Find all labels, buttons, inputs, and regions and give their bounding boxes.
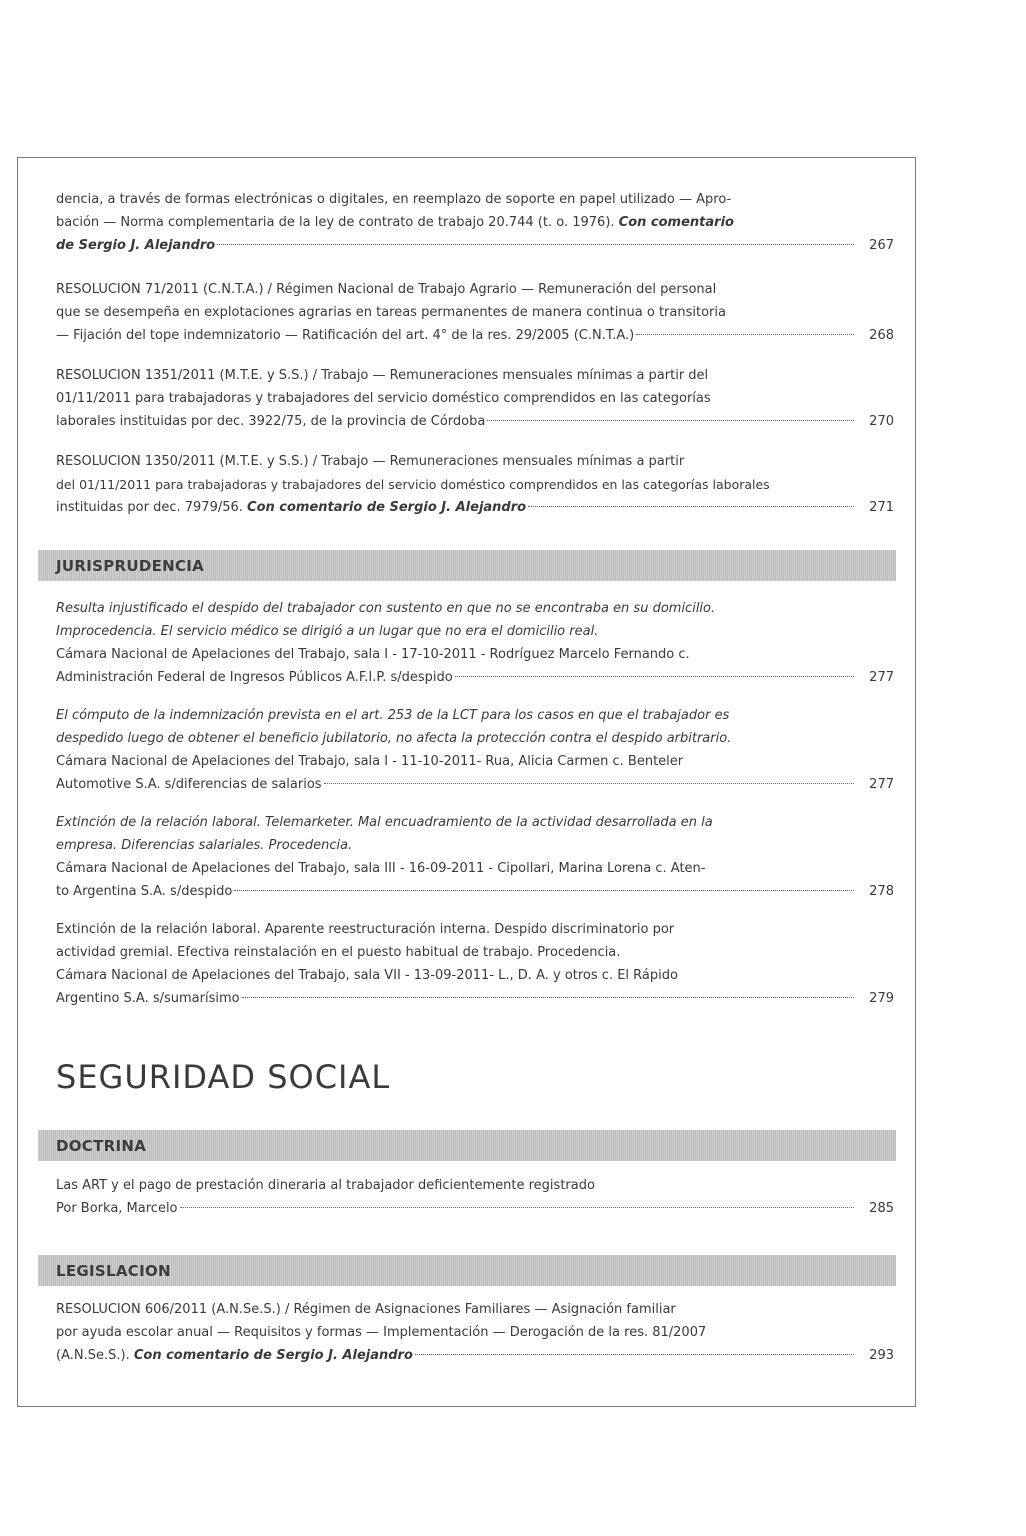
entry-line: del 01/11/2011 para trabajadoras y trabajadores del servicio doméstico comprendidos en las categorías laborales <box>56 477 770 492</box>
page-number: 277 <box>869 777 894 792</box>
entry-line: Extinción de la relación laboral. Aparente reestructuración interna. Despido discriminatorio por <box>56 922 675 937</box>
entry-summary: Improcedencia. El servicio médico se dirigió a un lugar que no era el domicilio real. <box>56 624 599 639</box>
page-number: 277 <box>869 670 894 685</box>
entry-line: to Argentina S.A. s/despido <box>56 884 233 899</box>
leader-dots <box>415 1354 854 1355</box>
entry-line: Cámara Nacional de Apelaciones del Trabajo, sala I - 17-10-2011 - Rodríguez Marcelo Fernando c. <box>56 647 690 662</box>
entry-summary: empresa. Diferencias salariales. Procedencia. <box>56 838 353 853</box>
leader-dots <box>487 420 854 421</box>
entry-summary: Resulta injustificado el despido del trabajador con sustento en que no se encontraba en su domicilio. <box>56 601 716 616</box>
leader-dots <box>636 334 854 335</box>
leader-dots <box>528 506 854 507</box>
entry-summary: despedido luego de obtener el beneficio jubilatorio, no afecta la protección contra el despido arbitrario. <box>56 731 732 746</box>
page-number: 293 <box>869 1348 894 1363</box>
comment-author: Con comentario de Sergio J. Alejandro <box>133 1348 413 1363</box>
section-title: JURISPRUDENCIA <box>56 556 205 575</box>
toc-entry[interactable] <box>56 1174 894 1220</box>
entry-line: RESOLUCION 1351/2011 (M.T.E. y S.S.) / Trabajo — Remuneraciones mensuales mínimas a partir del <box>56 368 709 383</box>
entry-line: Cámara Nacional de Apelaciones del Trabajo, sala I - 11-10-2011- Rua, Alicia Carmen c. Benteler <box>56 754 684 769</box>
leader-dots <box>217 244 854 245</box>
toc-entry[interactable] <box>56 188 894 257</box>
toc-entry[interactable] <box>56 597 894 689</box>
entry-line: que se desempeña en explotaciones agrarias en tareas permanentes de manera continua o transitoria <box>56 305 726 320</box>
entry-line: Las ART y el pago de prestación dineraria al trabajador deficientemente registrado <box>56 1178 595 1193</box>
section-header-doctrina <box>38 1130 896 1161</box>
entry-line: Cámara Nacional de Apelaciones del Trabajo, sala VII - 13-09-2011- L., D. A. y otros c. El Rápido <box>56 968 678 983</box>
leader-dots <box>180 1207 854 1208</box>
page-number: 270 <box>869 414 894 429</box>
toc-entry[interactable] <box>56 1298 894 1367</box>
entry-summary: Extinción de la relación laboral. Telemarketer. Mal encuadramiento de la actividad desarrollada en la <box>56 815 713 830</box>
toc-entry[interactable] <box>56 811 894 903</box>
entry-line: por ayuda escolar anual — Requisitos y formas — Implementación — Derogación de la res. 81/2007 <box>56 1325 707 1340</box>
comment-author: Con comentario <box>618 215 734 230</box>
entry-line: Cámara Nacional de Apelaciones del Trabajo, sala III - 16-09-2011 - Cipollari, Marina Lorena c. Aten- <box>56 861 706 876</box>
entry-line: Automotive S.A. s/diferencias de salarios <box>56 777 322 792</box>
leader-dots <box>242 997 854 998</box>
entry-line: (A.N.Se.S.). <box>56 1348 130 1363</box>
page-number: 278 <box>869 884 894 899</box>
section-header-legislacion <box>38 1255 896 1286</box>
entry-line: Administración Federal de Ingresos Públicos A.F.I.P. s/despido <box>56 670 453 685</box>
section-header-jurisprudencia <box>38 550 896 581</box>
comment-author: de Sergio J. Alejandro <box>56 238 216 253</box>
toc-entry[interactable] <box>56 278 894 347</box>
entry-line: Por Borka, Marcelo <box>56 1201 178 1216</box>
page-number: 271 <box>869 500 894 515</box>
section-title: DOCTRINA <box>56 1136 147 1155</box>
entry-line: bación — Norma complementaria de la ley de contrato de trabajo 20.744 (t. o. 1976). <box>56 215 615 230</box>
section-title: LEGISLACION <box>56 1261 171 1280</box>
page-number: 267 <box>869 238 894 253</box>
entry-line: 01/11/2011 para trabajadoras y trabajadores del servicio doméstico comprendidos en las categorías <box>56 391 711 406</box>
entry-line: Argentino S.A. s/sumarísimo <box>56 991 240 1006</box>
entry-line: actividad gremial. Efectiva reinstalación en el puesto habitual de trabajo. Procedencia. <box>56 945 621 960</box>
entry-line: RESOLUCION 71/2011 (C.N.T.A.) / Régimen Nacional de Trabajo Agrario — Remuneración del personal <box>56 282 717 297</box>
toc-entry[interactable] <box>56 364 894 433</box>
chapter-title: SEGURIDAD SOCIAL <box>56 1058 391 1096</box>
entry-line: RESOLUCION 1350/2011 (M.T.E. y S.S.) / Trabajo — Remuneraciones mensuales mínimas a partir <box>56 454 685 469</box>
entry-line: laborales instituidas por dec. 3922/75, de la provincia de Córdoba <box>56 414 486 429</box>
page-number: 268 <box>869 328 894 343</box>
page-number: 279 <box>869 991 894 1006</box>
entry-line: dencia, a través de formas electrónicas o digitales, en reemplazo de soporte en papel utilizado — Apro- <box>56 192 732 207</box>
comment-author: Con comentario de Sergio J. Alejandro <box>247 500 527 515</box>
entry-summary: El cómputo de la indemnización prevista en el art. 253 de la LCT para los casos en que el trabajador es <box>56 708 730 723</box>
entry-line: — Fijación del tope indemnizatorio — Ratificación del art. 4° de la res. 29/2005 (C.N.T.A.) <box>56 328 635 343</box>
toc-entry[interactable] <box>56 918 894 1010</box>
toc-entry[interactable] <box>56 704 894 796</box>
entry-line: RESOLUCION 606/2011 (A.N.Se.S.) / Régimen de Asignaciones Familiares — Asignación familiar <box>56 1302 676 1317</box>
leader-dots <box>455 676 854 677</box>
page-number: 285 <box>869 1201 894 1216</box>
leader-dots <box>234 890 854 891</box>
leader-dots <box>324 783 854 784</box>
entry-line: instituidas por dec. 7979/56. <box>56 500 243 515</box>
toc-entry[interactable] <box>56 450 894 519</box>
